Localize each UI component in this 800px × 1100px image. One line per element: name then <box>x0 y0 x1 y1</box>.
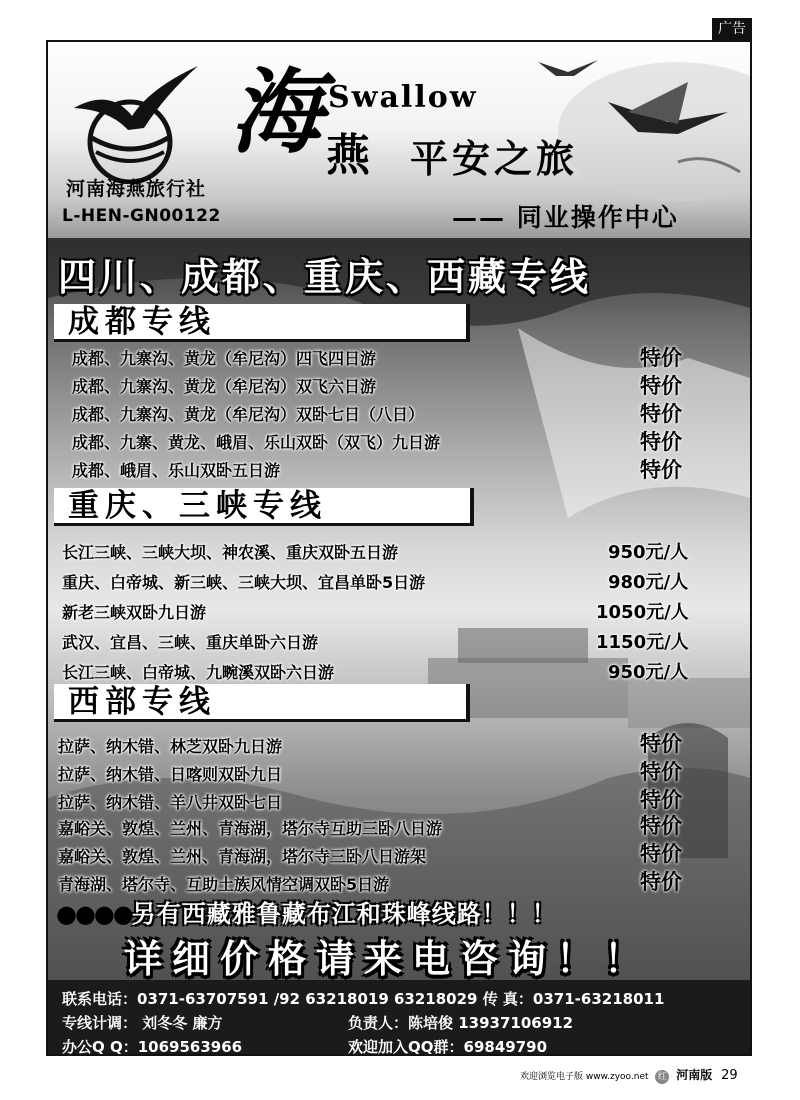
route-price: 特价 <box>640 458 682 482</box>
section-title-chongqing: 重庆、三峡专线 <box>54 488 474 526</box>
contact-phone-line: 联系电话：0371-63707591 /92 63218019 63218029 传 真：0371-63218011 <box>62 990 665 1008</box>
route-price: 特价 <box>640 346 682 370</box>
subslogan: —— 同业操作中心 <box>452 203 679 232</box>
route-price: 1150元/人 <box>596 632 689 653</box>
route-name: 成都、峨眉、乐山双卧五日游 <box>72 461 281 480</box>
route-name: 嘉峪关、敦煌、兰州、青海湖，塔尔寺互助三卧八日游 <box>58 819 443 838</box>
site-link[interactable]: 欢迎浏览电子版 www.zyoo.net <box>520 1072 649 1082</box>
routes-panel <box>48 238 750 980</box>
route-name: 成都、九寨沟、黄龙（牟尼沟）双飞六日游 <box>72 377 377 396</box>
route-price: 特价 <box>640 430 682 454</box>
extra-routes-text: 另有西藏雅鲁藏布江和珠峰线路！！！ <box>131 900 557 928</box>
route-price: 980元/人 <box>608 572 689 593</box>
route-name: 嘉峪关、敦煌、兰州、青海湖，塔尔寺三卧八日游架 <box>58 847 427 866</box>
route-price: 特价 <box>640 760 682 784</box>
brand-char-hai: 海 <box>230 58 323 166</box>
contact-qq-line: 办公Q Q：1069563966 <box>62 1038 243 1056</box>
page-footer <box>520 1066 738 1084</box>
route-name: 长江三峡、三峡大坝、神农溪、重庆双卧五日游 <box>62 543 399 562</box>
agency-name: 河南海燕旅行社 <box>66 178 207 200</box>
route-name: 成都、九寨沟、黄龙（牟尼沟）双卧七日（八日） <box>72 405 425 424</box>
contact-qq-group-line: 欢迎加入QQ群：69849790 <box>348 1038 547 1056</box>
route-price: 1050元/人 <box>596 602 689 623</box>
route-name: 武汉、宜昌、三峡、重庆单卧六日游 <box>62 633 319 652</box>
route-name: 成都、九寨、黄龙、峨眉、乐山双卧（双飞）九日游 <box>72 433 441 452</box>
route-price: 特价 <box>640 870 682 894</box>
brand-char-yan: 燕 <box>326 130 370 181</box>
section-title-chengdu: 成都专线 <box>54 304 470 342</box>
route-price: 特价 <box>640 402 682 426</box>
bullet-dots: ●●●● <box>56 900 132 928</box>
extra-routes-note <box>56 894 557 929</box>
red-badge-icon: 红 <box>655 1070 669 1084</box>
route-name: 新老三峡双卧九日游 <box>62 603 207 622</box>
route-name: 拉萨、纳木错、林芝双卧九日游 <box>58 737 283 756</box>
contact-footer <box>48 980 750 1056</box>
contact-planner-line: 专线计调： 刘冬冬 廉方 <box>62 1014 223 1032</box>
brand-english: Swallow <box>328 80 478 115</box>
ad-tag: 广告 <box>712 18 752 40</box>
main-title: 四川、成都、重庆、西藏专线 <box>58 255 592 299</box>
edition-label: 河南版 <box>676 1068 713 1082</box>
route-price: 950元/人 <box>608 662 689 683</box>
route-price: 特价 <box>640 842 682 866</box>
route-price: 特价 <box>640 788 682 812</box>
page-number: 29 <box>721 1068 738 1083</box>
route-name: 青海湖、塔尔寺、互助土族风情空调双卧5日游 <box>58 875 390 894</box>
slogan: 平安之旅 <box>410 136 579 181</box>
header <box>48 42 750 238</box>
route-price: 特价 <box>640 374 682 398</box>
consult-callout: 详细价格请来电咨询！！ <box>124 936 653 980</box>
route-name: 拉萨、纳木错、日喀则双卧九日 <box>58 765 283 784</box>
ad-frame <box>46 40 752 1056</box>
route-name: 成都、九寨沟、黄龙（牟尼沟）四飞四日游 <box>72 349 377 368</box>
route-price: 特价 <box>640 814 682 838</box>
section-title-west: 西部专线 <box>54 684 470 722</box>
contact-manager-line: 负责人：陈培俊 13937106912 <box>348 1014 574 1032</box>
route-price: 特价 <box>640 732 682 756</box>
swallow-logo-icon <box>70 64 200 184</box>
route-name: 长江三峡、白帝城、九畹溪双卧六日游 <box>62 663 335 682</box>
license-number: L-HEN-GN00122 <box>62 206 221 226</box>
route-price: 950元/人 <box>608 542 689 563</box>
route-name: 拉萨、纳木错、羊八井双卧七日 <box>58 793 283 812</box>
route-name: 重庆、白帝城、新三峡、三峡大坝、宜昌单卧5日游 <box>62 573 426 592</box>
